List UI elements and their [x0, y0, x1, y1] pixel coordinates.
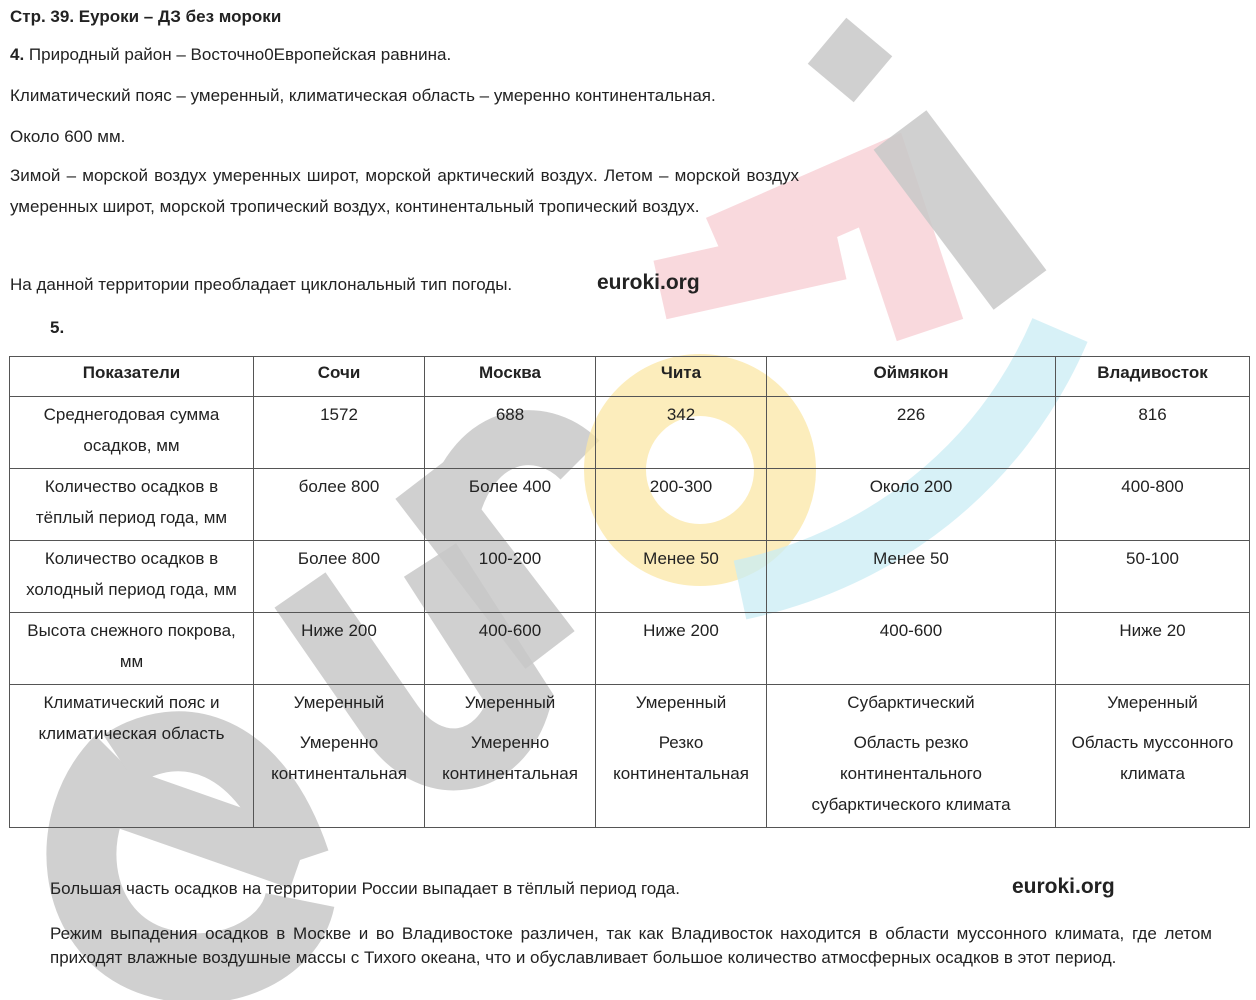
task4-line5: На данной территории преобладает циклональный тип погоды. [10, 275, 513, 294]
climate-table [9, 356, 1250, 828]
table-cell: 200-300 [596, 469, 767, 541]
row-label [10, 685, 254, 828]
table-cell: 100-200 [425, 541, 596, 613]
row-label-line: Количество осадков в [44, 549, 219, 568]
region-line: континентальная [613, 764, 749, 783]
table-header: Чита [596, 357, 767, 397]
table-cell: Ниже 20 [1056, 613, 1250, 685]
task4-line2: Климатический пояс – умеренный, климатическая область – умеренно континентальная. [10, 86, 716, 105]
table-cell: более 800 [254, 469, 425, 541]
row-label-line: осадков, мм [83, 436, 180, 455]
task4-number: 4. [10, 45, 25, 64]
table-header: Показатели [10, 357, 254, 397]
row-label-line: мм [119, 652, 144, 671]
table-cell [425, 685, 596, 828]
region-line: Область резко [853, 733, 969, 752]
table-row [10, 613, 1250, 685]
footer-paragraph: Режим выпадения осадков в Москве и во Владивостоке различен, так как Владивосток находится в области муссонного климата, где летом приходят влажные воздушные массы с Тихого океана, что и обуславливает большое количество атмосферных осадков в этот период. [50, 924, 1212, 967]
table-cell: Более 800 [254, 541, 425, 613]
row-label-line: климатическая область [38, 724, 225, 743]
region-line: континентального [840, 764, 982, 783]
table-row [10, 397, 1250, 469]
table-cell: Менее 50 [596, 541, 767, 613]
table-header-row [10, 357, 1250, 397]
row-label-line: Высота снежного покрова, [27, 621, 236, 640]
table-cell: 1572 [254, 397, 425, 469]
table-cell [1056, 685, 1250, 828]
task4-line3: Около 600 мм. [10, 127, 126, 146]
zone-name: Умеренный [635, 693, 727, 712]
zone-name: Умеренный [464, 693, 556, 712]
table-cell: 226 [767, 397, 1056, 469]
task4-line1-text: Природный район – Восточно0Европейская равнина. [28, 45, 452, 64]
table-row [10, 469, 1250, 541]
row-label-line: холодный период года, мм [26, 580, 237, 599]
region-line: континентальная [271, 764, 407, 783]
table-cell: Ниже 200 [596, 613, 767, 685]
region-line: Область муссонного [1071, 733, 1234, 752]
row-label [10, 397, 254, 469]
table-cell [596, 685, 767, 828]
table-header: Оймякон [767, 357, 1056, 397]
watermark-letter-i [808, 18, 1020, 290]
table-cell: Более 400 [425, 469, 596, 541]
row-label-line: Среднегодовая сумма [43, 405, 220, 424]
table-cell: 688 [425, 397, 596, 469]
zone-name: Субарктический [847, 693, 975, 712]
region-line: субарктического климата [811, 795, 1011, 814]
table-cell: 400-800 [1056, 469, 1250, 541]
site-label-top: euroki.org [597, 271, 700, 294]
task4-paragraph: Зимой – морской воздух умеренных широт, морской арктический воздух. Летом – морской воздух умеренных широт, морской тропический воздух, континентальный тропический воздух. [10, 166, 799, 216]
region-line: климата [1120, 764, 1185, 783]
row-label [10, 469, 254, 541]
task5-number: 5. [50, 318, 65, 337]
table-cell: 342 [596, 397, 767, 469]
table-cell: 400-600 [767, 613, 1056, 685]
row-label-line: тёплый период года, мм [35, 508, 228, 527]
table-cell [767, 685, 1056, 828]
region-line: Умеренно [299, 733, 379, 752]
row-label-line: Климатический пояс и [43, 693, 220, 712]
table-cell: Менее 50 [767, 541, 1056, 613]
table-cell: 816 [1056, 397, 1250, 469]
task4-line1 [10, 44, 451, 65]
table-row [10, 541, 1250, 613]
row-label-line: Количество осадков в [44, 477, 219, 496]
region-line: Умеренно [470, 733, 550, 752]
region-line: континентальная [442, 764, 578, 783]
table-cell [254, 685, 425, 828]
table-row [10, 685, 1250, 828]
table-cell: Ниже 200 [254, 613, 425, 685]
page-title: Стр. 39. Еуроки – ДЗ без мороки [10, 7, 282, 26]
zone-name: Умеренный [293, 693, 385, 712]
region-line: Резко [658, 733, 704, 752]
table-cell: 50-100 [1056, 541, 1250, 613]
row-label [10, 541, 254, 613]
table-cell: Около 200 [767, 469, 1056, 541]
table-header: Владивосток [1056, 357, 1250, 397]
zone-name: Умеренный [1107, 693, 1198, 712]
table-header: Москва [425, 357, 596, 397]
row-label [10, 613, 254, 685]
site-label-bottom: euroki.org [1012, 875, 1115, 898]
table-header: Сочи [254, 357, 425, 397]
footer-line1: Большая часть осадков на территории России выпадает в тёплый период года. [50, 879, 680, 898]
table-cell: 400-600 [425, 613, 596, 685]
